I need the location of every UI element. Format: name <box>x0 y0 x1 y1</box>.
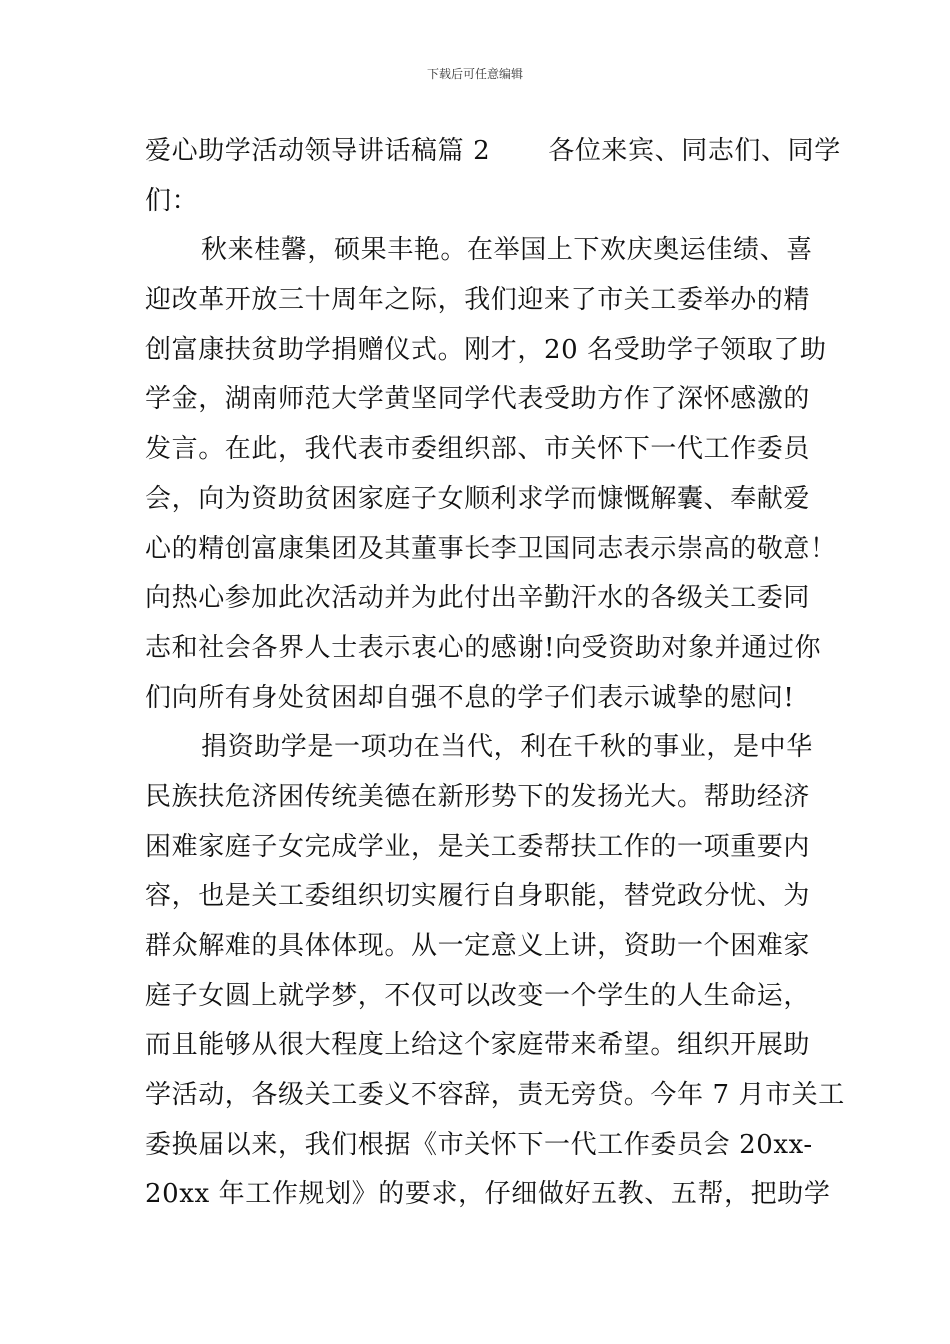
text-line: 而且能够从很大程度上给这个家庭带来希望。组织开展助 <box>145 1030 811 1061</box>
text-line: 们： <box>145 185 199 216</box>
paragraph-start-line: 秋来桂馨，硕果丰艳。在举国上下欢庆奥运佳绩、喜 <box>201 235 813 266</box>
text-line: 会，向为资助贫困家庭子女顺利求学而慷慨解囊、奉献爱 <box>145 483 811 514</box>
text-line: 困难家庭子女完成学业，是关工委帮扶工作的一项重要内 <box>145 831 811 862</box>
text-line: 容，也是关工委组织切实履行自身职能，替党政分忧、为 <box>145 881 811 912</box>
text-line: 学活动，各级关工委义不容辞，责无旁贷。今年 7 月市关工 <box>145 1080 845 1111</box>
text-line: 委换届以来，我们根据《市关怀下一代工作委员会 20xx- <box>145 1129 813 1160</box>
text-line: 20xx 年工作规划》的要求，仔细做好五教、五帮，把助学 <box>145 1179 831 1210</box>
text-line: 们向所有身处贫困却自强不息的学子们表示诚挚的慰问! <box>145 682 795 713</box>
text-line: 学金，湖南师范大学黄坚同学代表受助方作了深怀感激的 <box>145 384 811 415</box>
text-line: 群众解难的具体体现。从一定意义上讲，资助一个困难家 <box>145 931 811 961</box>
text-line: 创富康扶贫助学捐赠仪式。刚才，20 名受助学子领取了助 <box>145 334 827 365</box>
text-line: 迎改革开放三十周年之际，我们迎来了市关工委举办的精 <box>145 285 811 316</box>
text-line: 民族扶危济困传统美德在新形势下的发扬光大。帮助经济 <box>145 781 811 812</box>
page-header: 下载后可任意编辑 <box>426 67 523 81</box>
salutation: 各位来宾、同志们、同学 <box>548 136 841 166</box>
text-line: 发言。在此，我代表市委组织部、市关怀下一代工作委员 <box>145 434 811 465</box>
paragraph-start-line: 捐资助学是一项功在当代，利在千秋的事业，是中华 <box>201 732 813 763</box>
title-line <box>145 127 841 177</box>
text-line: 向热心参加此次活动并为此付出辛勤汗水的各级关工委同 <box>145 583 811 614</box>
text-line: 志和社会各界人士表示衷心的感谢!向受资助对象并通过你 <box>145 632 822 663</box>
document-body <box>145 127 845 1220</box>
text-line: 心的精创富康集团及其董事长李卫国同志表示崇高的敬意！ <box>145 533 837 564</box>
text-line: 庭子女圆上就学梦，不仅可以改变一个学生的人生命运， <box>145 980 811 1011</box>
speech-title: 爱心助学活动领导讲话稿篇 2 <box>145 136 491 166</box>
